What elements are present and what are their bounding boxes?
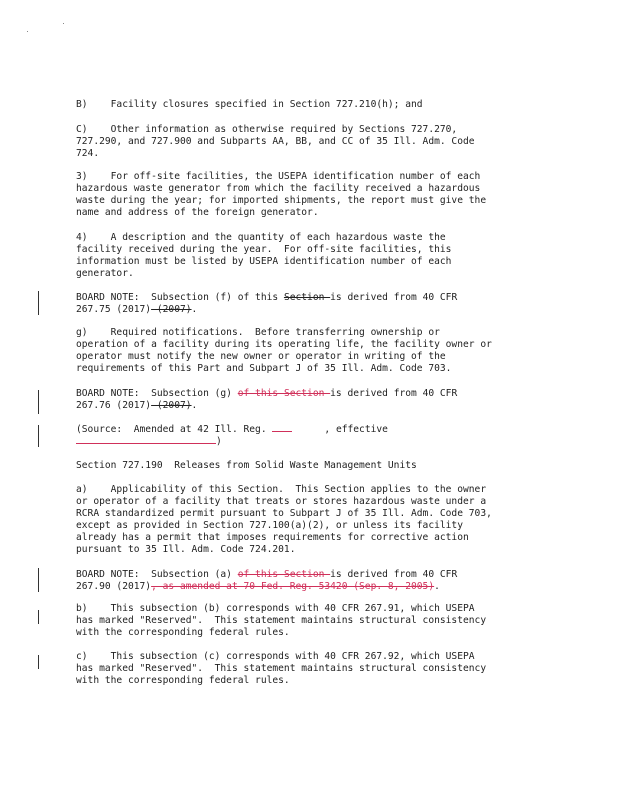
note-text: BOARD NOTE: Subsection (g): [76, 388, 238, 399]
source-text: (Source: Amended at 42 Ill. Reg.: [76, 424, 273, 435]
paragraph-b: B) Facility closures specified in Section 727.210(h); and: [76, 99, 423, 110]
note-text: is derived from 40 CFR 267.76 (2017): [76, 388, 458, 411]
struck-text: of this Section: [237, 388, 331, 399]
change-bar: [38, 610, 39, 624]
struck-text: (2007): [151, 400, 192, 411]
section-heading: Section 727.190 Releases from Solid Waste Management Units: [76, 460, 417, 471]
note-text: is derived from 40 CFR 267.75 (2017): [76, 292, 458, 315]
struck-text: of this Section: [237, 569, 331, 580]
blank-line: [272, 431, 292, 432]
struck-text: Section: [283, 292, 331, 303]
source-note: [76, 424, 546, 448]
scan-speck: [63, 23, 64, 24]
blank-line: [76, 443, 216, 444]
change-bar: [38, 390, 39, 414]
paragraph-b2: b) This subsection (b) corresponds with 40 CFR 267.91, which USEPA has marked "Reserved". This statement maintains structural consistency with the corresponding federal rules.: [76, 603, 487, 638]
note-text: .: [191, 400, 198, 411]
note-text: is derived from 40 CFR 267.90 (2017): [76, 569, 458, 592]
source-text: , effective: [324, 424, 388, 435]
struck-text: (2007): [151, 304, 192, 315]
board-note-a: [76, 569, 546, 593]
paragraph-3: 3) For off-site facilities, the USEPA identification number of each hazardous waste generator from which the facility received a hazardous waste during the year; for imported shipments, the report must give the name and address of the foreign generator.: [76, 171, 487, 218]
note-text: .: [191, 304, 198, 315]
paragraph-4: 4) A description and the quantity of each hazardous waste the facility received during the year. For off-site facilities, this information must be listed by USEPA identification number of each generator.: [76, 232, 452, 279]
note-text: .: [434, 581, 440, 592]
change-bar: [38, 568, 39, 592]
note-text: BOARD NOTE: Subsection (f) of this: [76, 292, 284, 303]
board-note-f: [76, 292, 546, 316]
note-text: BOARD NOTE: Subsection (a): [76, 569, 238, 580]
board-note-g: [76, 388, 546, 412]
change-bar: [38, 655, 39, 669]
scan-speck: [27, 31, 28, 32]
struck-text: , as amended at 70 Fed. Reg. 53420 (Sep. 8, 2005): [151, 581, 435, 592]
paragraph-c: C) Other information as otherwise required by Sections 727.270, 727.290, and 727.900 and Subparts AA, BB, and CC of 35 Ill. Adm. Code 724.: [76, 124, 475, 159]
change-bar: [38, 425, 39, 447]
paragraph-g: g) Required notifications. Before transferring ownership or operation of a facility during its operating life, the facility owner or operator must notify the new owner or operator in writing of the requirements of this Part and Subpart J of 35 Ill. Adm. Code 703.: [76, 327, 492, 374]
change-bar: [38, 291, 39, 315]
paragraph-c2: c) This subsection (c) corresponds with 40 CFR 267.92, which USEPA has marked "Reserved". This statement maintains structural consistency with the corresponding federal rules.: [76, 651, 487, 686]
source-text: ): [216, 436, 222, 447]
paragraph-a: a) Applicability of this Section. This Section applies to the owner or operator of a facility that treats or stores hazardous waste under a RCRA standardized permit pursuant to Subpart J of 35 Ill. Adm. Code 703, except as provided in Section 727.100(a)(2), or unless its facility already has a permit that imposes requirements for corrective action pursuant to 35 Ill. Adm. Code 724.201.: [76, 484, 492, 555]
